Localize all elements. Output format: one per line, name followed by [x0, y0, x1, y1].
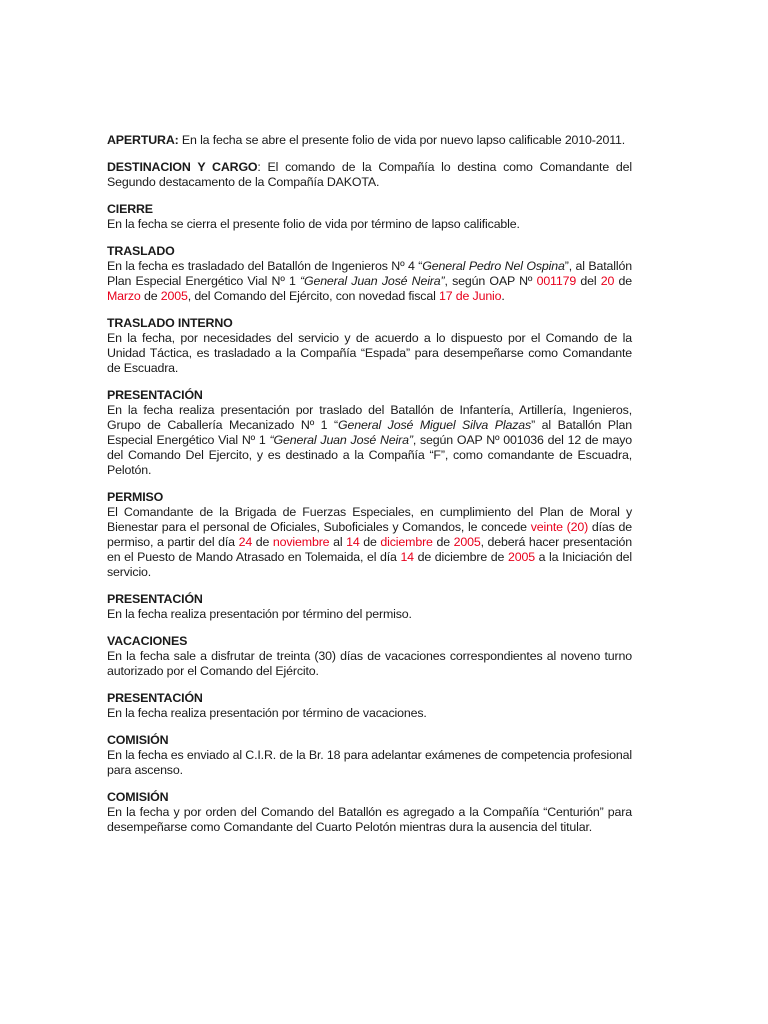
- presentacion-2-heading: PRESENTACIÓN: [107, 592, 203, 606]
- apertura-paragraph: [107, 133, 632, 148]
- permiso-t6: de: [432, 535, 454, 549]
- permiso-text: [107, 505, 632, 580]
- cierre-text: En la fecha se cierra el presente folio de vida por término de lapso calificable.: [107, 217, 520, 231]
- traslado-t4: del: [576, 274, 601, 288]
- presentacion-3-text: En la fecha realiza presentación por término de vacaciones.: [107, 706, 427, 720]
- permiso-t3: de: [252, 535, 273, 549]
- permiso-t2: días de permiso, a partir del día: [107, 520, 632, 549]
- traslado-t3: , según OAP Nº: [444, 274, 537, 288]
- entry-vacaciones: [107, 634, 632, 679]
- traslado-t8: .: [501, 289, 505, 303]
- destinacion-text: : El comando de la Compañía lo destina como Comandante del Segundo destacamento de la Compañía DAKOTA.: [107, 160, 632, 189]
- entry-permiso: [107, 490, 632, 580]
- presentacion-1-i2: “General Juan José Neira”: [269, 433, 413, 447]
- entry-apertura: [107, 133, 632, 148]
- destinacion-heading: DESTINACION Y CARGO: [107, 160, 258, 174]
- entry-comision-1: [107, 733, 632, 778]
- traslado-t7: , del Comando del Ejército, con novedad fiscal: [187, 289, 439, 303]
- permiso-t1: El Comandante de la Brigada de Fuerzas Especiales, en cumplimiento del Plan de Moral y Bienestar para el personal de Oficiales, Suboficiales y Comandos, le concede: [107, 505, 632, 534]
- permiso-t5: de: [359, 535, 381, 549]
- presentacion-1-text: [107, 403, 632, 478]
- presentacion-2-text: En la fecha realiza presentación por término del permiso.: [107, 607, 412, 621]
- traslado-interno-heading: TRASLADO INTERNO: [107, 316, 233, 330]
- presentacion-1-t2: ” al Batallón Plan Especial Energético Vial Nº 1: [107, 418, 632, 447]
- permiso-days-count: veinte (20): [530, 520, 589, 534]
- permiso-t8: de diciembre de: [413, 550, 508, 564]
- traslado-t5: de: [614, 274, 632, 288]
- presentacion-1-t3: , según OAP Nº 001036 del 12 de mayo del Comando Del Ejercito, y es destinado a la Compañía “F”, como comandante de Escuadra, Pelotón.: [107, 433, 632, 477]
- comision-1-heading: COMISIÓN: [107, 733, 169, 747]
- permiso-t9: a la Iniciación del servicio.: [107, 550, 633, 579]
- entry-traslado-interno: [107, 316, 632, 376]
- traslado-i2: “General Juan José Neira”: [299, 274, 445, 288]
- traslado-day: 20: [600, 274, 615, 288]
- presentacion-1-i1: General José Miguel Silva Plazas: [338, 418, 532, 432]
- presentacion-3-heading: PRESENTACIÓN: [107, 691, 203, 705]
- traslado-year: 2005: [160, 289, 188, 303]
- presentacion-1-t1: En la fecha realiza presentación por traslado del Batallón de Infantería, Artillería, Ingenieros, Grupo de Caballería Mecanizado Nº 1 “: [107, 403, 632, 432]
- entry-destinacion: [107, 160, 632, 190]
- cierre-heading: CIERRE: [107, 202, 153, 216]
- permiso-return-year: 2005: [507, 550, 535, 564]
- traslado-fiscal-date: 17 de Junio: [438, 289, 502, 303]
- permiso-end-month: diciembre: [380, 535, 433, 549]
- permiso-return-day: 14: [400, 550, 414, 564]
- presentacion-1-heading: PRESENTACIÓN: [107, 388, 203, 402]
- entry-traslado: [107, 244, 632, 304]
- entry-presentacion-3: [107, 691, 632, 721]
- entry-presentacion-1: [107, 388, 632, 478]
- traslado-t6: de: [140, 289, 161, 303]
- permiso-heading: PERMISO: [107, 490, 164, 504]
- entry-comision-2: [107, 790, 632, 835]
- destinacion-paragraph: [107, 160, 632, 190]
- traslado-oap-number: 001179: [536, 274, 577, 288]
- permiso-start-day: 24: [238, 535, 253, 549]
- traslado-t2: ”, al Batallón Plan Especial Energético Vial Nº 1: [107, 259, 632, 288]
- permiso-start-month: noviembre: [272, 535, 330, 549]
- traslado-interno-text: En la fecha, por necesidades del servicio y de acuerdo a lo dispuesto por el Comando de la Unidad Táctica, es trasladado a la Compañía “Espada” para desempeñarse como Comandante de Escuadra.: [107, 331, 632, 375]
- traslado-heading: TRASLADO: [107, 244, 175, 258]
- vacaciones-heading: VACACIONES: [107, 634, 188, 648]
- entry-presentacion-2: [107, 592, 632, 622]
- traslado-month: Marzo: [107, 289, 141, 303]
- traslado-text: [107, 259, 632, 304]
- permiso-year: 2005: [453, 535, 481, 549]
- comision-2-text: En la fecha y por orden del Comando del Batallón es agregado a la Compañía “Centurión” para desempeñarse como Comandante del Cuarto Pelotón mientras dura la ausencia del titular.: [107, 805, 632, 834]
- permiso-t4: al: [329, 535, 347, 549]
- document-page: [107, 133, 632, 847]
- permiso-t7: , deberá hacer presentación en el Puesto de Mando Atrasado en Tolemaida, el día: [107, 535, 632, 564]
- apertura-text: En la fecha se abre el presente folio de vida por nuevo lapso calificable 2010-2011.: [178, 133, 626, 147]
- comision-1-text: En la fecha es enviado al C.I.R. de la Br. 18 para adelantar exámenes de competencia profesional para ascenso.: [107, 748, 632, 777]
- permiso-end-day: 14: [346, 535, 360, 549]
- apertura-heading: APERTURA:: [107, 133, 179, 147]
- entry-cierre: [107, 202, 632, 232]
- traslado-i1: General Pedro Nel Ospina: [422, 259, 565, 273]
- traslado-t1: En la fecha es trasladado del Batallón de Ingenieros Nº 4 “: [107, 259, 423, 273]
- vacaciones-text: En la fecha sale a disfrutar de treinta (30) días de vacaciones correspondientes al noveno turno autorizado por el Comando del Ejército.: [107, 649, 632, 678]
- comision-2-heading: COMISIÓN: [107, 790, 169, 804]
